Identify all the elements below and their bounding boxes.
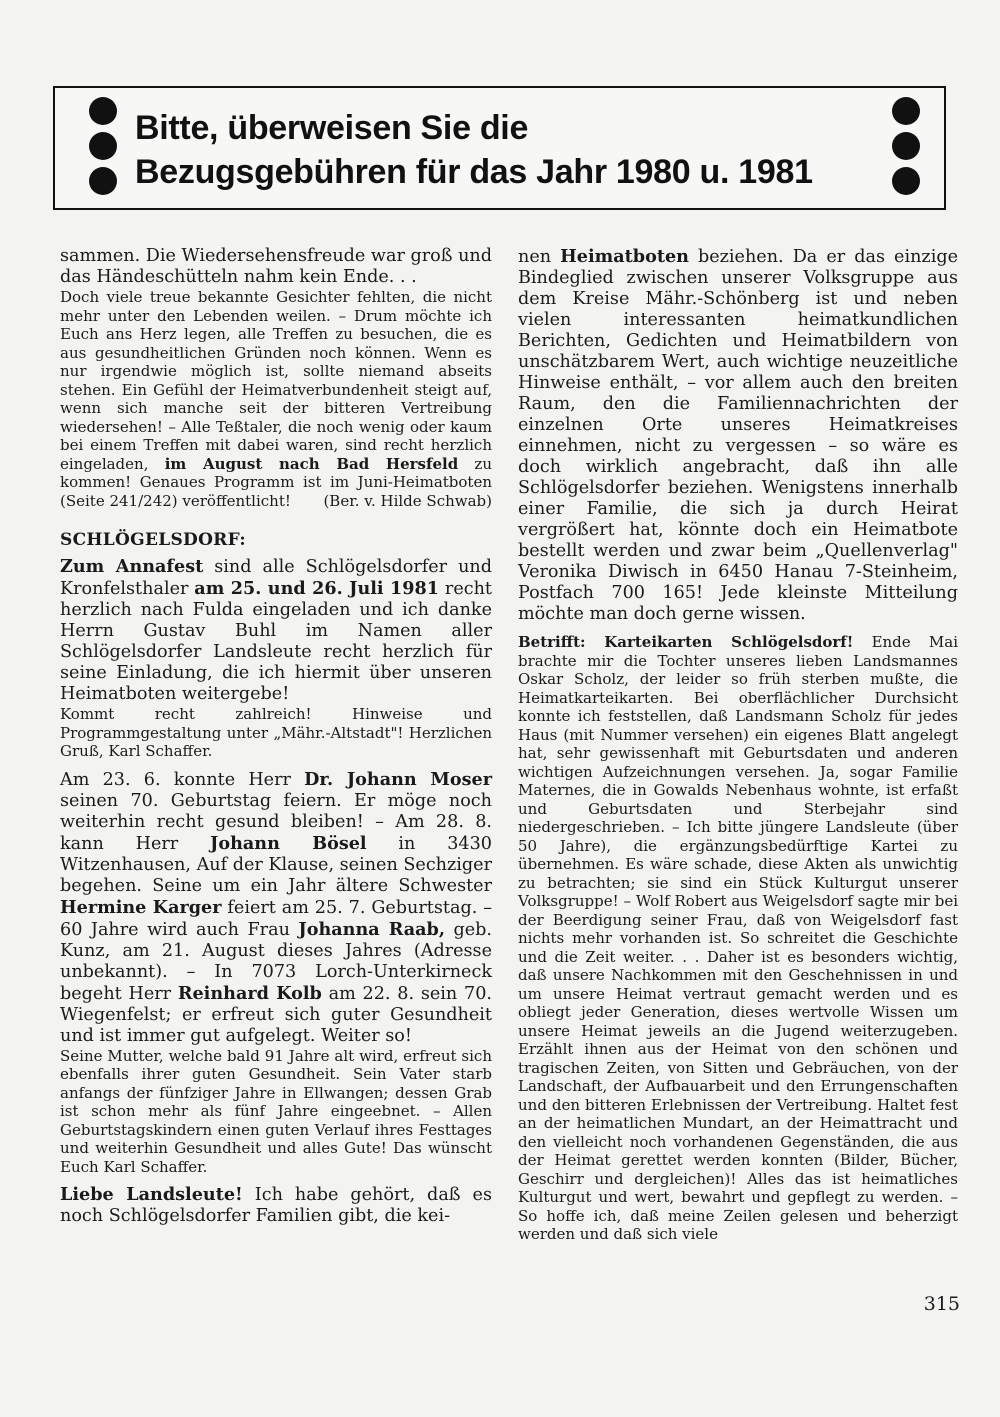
bullet-dot-icon bbox=[892, 97, 920, 125]
paragraph: Liebe Landsleute! Ich habe gehört, daß es noch Schlögelsdorfer Familien gibt, die kei- bbox=[60, 1184, 492, 1226]
section-heading: SCHLÖGELSDORF: bbox=[60, 530, 246, 550]
banner-line-2: Bezugsgebühren für das Jahr 1980 u. 1981 bbox=[135, 153, 813, 191]
paragraph: Am 23. 6. konnte Herr Dr. Johann Moser seinen 70. Geburtstag feiern. Er möge noch weiterhin recht gesund bleiben! – Am 28. 8. kann Herr Johann Bösel in 3430 Witzenhausen, Auf der Klause, seinen Sechziger begehen. Seine um ein Jahr ältere Schwester Hermine Karger feiert am 25. 7. Geburtstag. – 60 Jahre wird auch Frau Johanna Raab, geb. Kunz, am 21. August dieses Jahres (Adresse unbekannt). – In 7073 Lorch-Unterkirneck begeht Herr Reinhard Kolb am 22. 8. sein 70. Wiegenfelst; er erfreut sich guter Gesundheit und ist immer gut aufgelegt. Weiter so! bbox=[60, 768, 492, 1046]
paragraph: Zum Annafest sind alle Schlögelsdorfer und Kronfelsthaler am 25. und 26. Juli 1981 recht herzlich nach Fulda eingeladen und ich danke Herrn Gustav Buhl im Namen aller Schlögelsdorfer Landsleute recht herzlich für seine Einladung, die ich hiermit über unseren Heimatboten weitergebe! bbox=[60, 556, 492, 704]
paragraph: nen Heimatboten beziehen. Da er das einzige Bindeglied zwischen unserer Volksgruppe aus dem Kreise Mähr.-Schönberg ist und neben vielen interessanten heimatkundlichen Berichten, Gedichten und Heimatbildern von unschätzbarem Wert, auch wichtige neuzeitliche Hinweise enthält, – vor allem auch den breiten Raum, den die Familiennachrichten der einzelnen Orte unseres Heimatkreises einnehmen, nicht zu vergessen – so wäre es doch wirklich angebracht, daß ihn alle Schlögelsdorfer beziehen. Wenigstens innerhalb einer Familie, die sich ja durch Heirat vergrößert hat, könnte doch ein Heimatbote bestellt werden und zwar beim „Quellenverlag" Veronika Diwisch in 6450 Hanau 7-Steinheim, Postfach 700 165! Jede kleinste Mitteilung möchte man doch gerne wissen. bbox=[518, 246, 958, 624]
bullet-dot-icon bbox=[89, 97, 117, 125]
bullet-dot-icon bbox=[892, 167, 920, 195]
page-number: 315 bbox=[923, 1293, 960, 1315]
bullet-dot-icon bbox=[89, 132, 117, 160]
left-column bbox=[60, 246, 492, 1227]
banner-title bbox=[135, 106, 813, 194]
banner-bullets-right bbox=[892, 97, 920, 195]
right-column bbox=[518, 246, 958, 1244]
banner-bullets-left bbox=[89, 97, 117, 195]
bold-phrase: im August nach Bad Hersfeld bbox=[164, 454, 459, 473]
bullet-dot-icon bbox=[892, 132, 920, 160]
bullet-dot-icon bbox=[89, 167, 117, 195]
paragraph: Doch viele treue bekannte Gesichter fehlten, die nicht mehr unter den Lebenden weilen. – Drum möchte ich Euch ans Herz legen, alle Treffen zu besuchen, die es aus gesundheitlichen Gründen noch können. Wenn es nur irgendwie möglich ist, sollte niemand abseits stehen. Ein Gefühl der Heimatverbundenheit steigt auf, wenn sich manche seit der bitteren Vertreibung wiedersehen! – Alle Teßtaler, die noch wenig oder kaum bei einem Treffen mit dabei waren, sind recht herzlich eingeladen, im August nach Bad Hersfeld zu kommen! Genaues Programm ist im Juni-Heimatboten (Seite 241/242) veröffentlicht! (Ber. v. Hilde Schwab) bbox=[60, 288, 492, 510]
banner-line-1: Bitte, überweisen Sie die bbox=[135, 109, 529, 147]
paragraph: Betrifft: Karteikarten Schlögelsdorf! Ende Mai brachte mir die Tochter unseres lieben Landsmannes Oskar Scholz, der leider so früh sterben mußte, die Heimatkarteikarten. Bei oberflächlicher Durchsicht konnte ich feststellen, daß Landsmann Scholz für jedes Haus (mit Nummer versehen) ein eigenes Blatt angelegt hat, sehr gewissenhaft mit Geburtsdaten und anderen wichtigen Aufzeichnungen versehen. Ja, sogar Familie Maternes, die in Gowalds Nebenhaus wohnte, ist erfaßt und Geburtsdaten und Sterbejahr sind niedergeschrieben. – Ich bitte jüngere Landsleute (über 50 Jahre), die ergänzungsbedürftige Kartei zu übernehmen. Es wäre schade, diese Akten als unwichtig zu betrachten; sie sind ein Stück Kulturgut unserer Volksgruppe! – Wolf Robert aus Weigelsdorf sagte mir bei der Beerdigung seiner Frau, daß von Weigelsdorf fast nichts mehr vorhanden ist. So schreitet die Geschichte und die Zeit weiter. . . Daher ist es besonders wichtig, daß unsere Nachkommen mit den Geschehnissen in und um unsere Heimat vertraut gemacht werden und es obliegt jeder Generation, dieses wertvolle Wissen um unsere Heimat jeweils an die Jugend weiterzugeben. Erzählt ihnen aus der Heimat von den schönen und tragischen Zeiten, von Sitten und Gebräuchen, von der Landschaft, der Aufbauarbeit und den Errungenschaften und den bitteren Erlebnissen der Vertreibung. Haltet fest an der heimatlichen Mundart, an der Heimattracht und den vielleicht noch vorhandenen Gegenständen, die aus der Heimat gerettet werden konnten (Bilder, Bücher, Geschirr und dergleichen)! Alles das ist heimatliches Kulturgut und wert, bewahrt und gepflegt zu werden. – So hoffe ich, daß meine Zeilen gelesen und beherzigt werden und daß sich viele bbox=[518, 633, 958, 1243]
author-credit: (Ber. v. Hilde Schwab) bbox=[323, 491, 492, 510]
subscription-fee-banner bbox=[53, 86, 946, 210]
paragraph: Seine Mutter, welche bald 91 Jahre alt wird, erfreut sich ebenfalls ihrer guten Gesundheit. Sein Vater starb anfangs der fünfziger Jahre in Ellwangen; dessen Grab ist schon mehr als fünf Jahre eingeebnet. – Allen Geburtstagskindern einen guten Verlauf ihres Festtages und weiterhin Gesundheit und alles Gute! Das wünscht Euch Karl Schaffer. bbox=[60, 1046, 492, 1176]
paragraph: sammen. Die Wiedersehensfreude war groß und das Händeschütteln nahm kein Ende. . . bbox=[60, 246, 493, 287]
paragraph: Kommt recht zahlreich! Hinweise und Programmgestaltung unter „Mähr.-Altstadt"! Herzlichen Gruß, Karl Schaffer. bbox=[60, 705, 492, 760]
